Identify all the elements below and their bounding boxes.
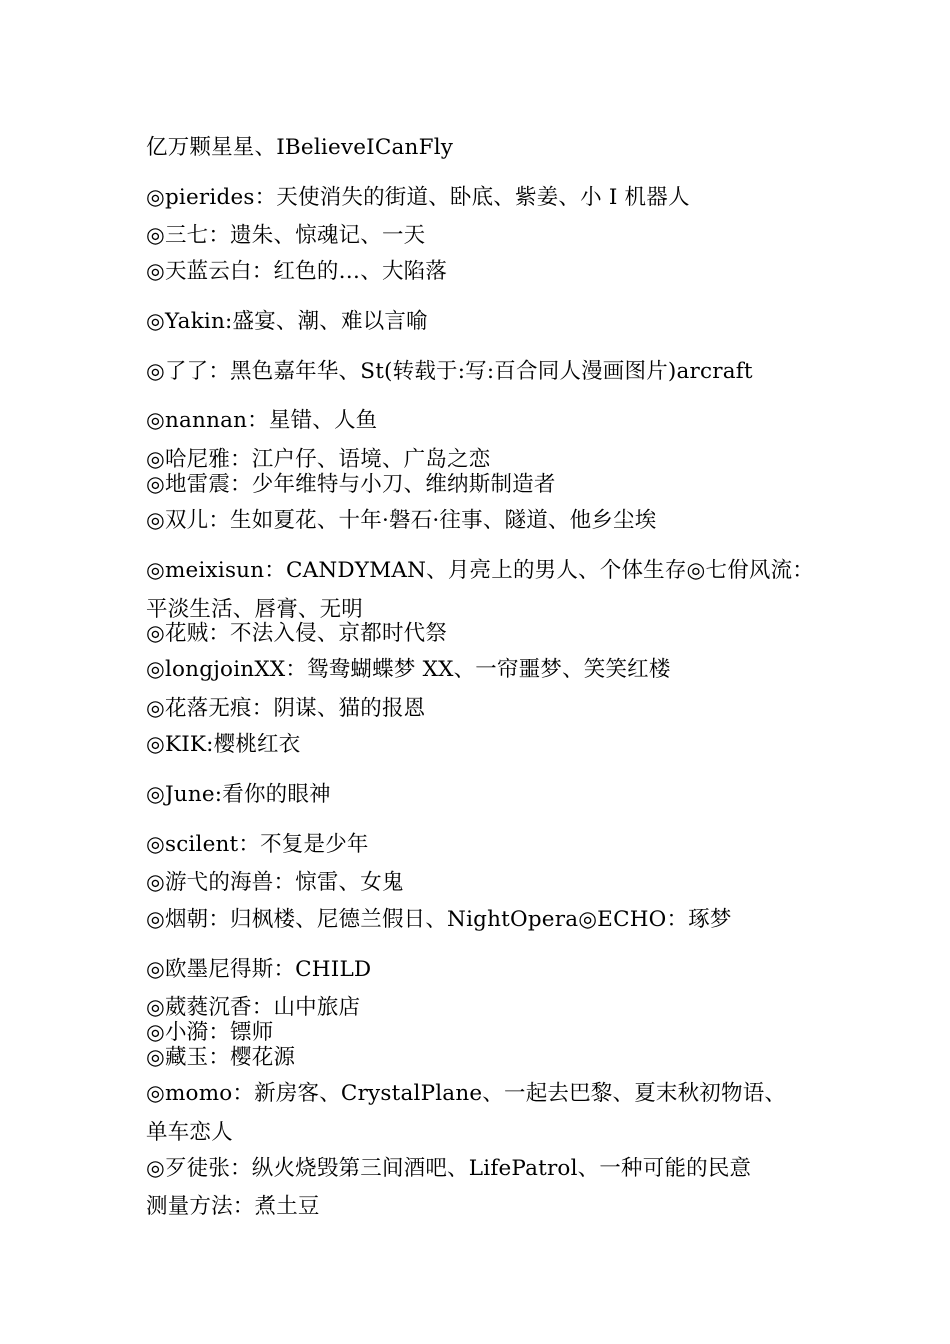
text-line: ◎June:看你的眼神 [146,782,331,807]
text-line: ◎KIK:樱桃红衣 [146,732,301,757]
text-line: ◎欧墨尼得斯：CHILD [146,957,372,982]
text-line: ◎双儿：生如夏花、十年·磐石·往事、隧道、他乡尘埃 [146,508,657,533]
text-line: 测量方法：煮土豆 [146,1194,320,1219]
text-line: ◎Yakin:盛宴、潮、难以言喻 [146,309,428,334]
text-line: 平淡生活、唇膏、无明 [146,597,364,622]
text-line: ◎天蓝云白：红色的…、大陷落 [146,259,448,284]
text-line: ◎meixisun：CANDYMAN、月亮上的男人、个体生存◎七佾风流： [146,558,815,583]
text-line: ◎pierides：天使消失的街道、卧底、紫姜、小 I 机器人 [146,185,690,210]
text-line: ◎哈尼雅：江户仔、语境、广岛之恋 [146,447,491,472]
text-line: ◎游弋的海兽：惊雷、女鬼 [146,870,404,895]
text-line: ◎地雷震：少年维特与小刀、维纳斯制造者 [146,472,556,497]
text-line: ◎三七：遗朱、惊魂记、一天 [146,223,426,248]
text-line: ◎藏玉：樱花源 [146,1045,296,1070]
text-line: 亿万颗星星、IBelieveICanFly [146,135,454,160]
text-line: ◎小漪：镖师 [146,1020,274,1045]
text-line: ◎花贼：不法入侵、京都时代祭 [146,621,448,646]
text-line: ◎花落无痕：阴谋、猫的报恩 [146,696,426,721]
text-line: ◎longjoinXX：鸳鸯蝴蝶梦 XX、一帘噩梦、笑笑红楼 [146,657,671,682]
text-line: 单车恋人 [146,1120,233,1145]
text-line: ◎烟朝：归枫楼、尼德兰假日、NightOpera◎ECHO：琢梦 [146,907,732,932]
text-line: ◎nannan：星错、人鱼 [146,408,378,433]
text-line: ◎葳蕤沉香：山中旅店 [146,995,361,1020]
text-line: ◎了了：黑色嘉年华、St(转载于:写:百合同人漫画图片)arcraft [146,359,753,384]
text-line: ◎歹徒张：纵火烧毁第三间酒吧、LifePatrol、一种可能的民意 [146,1156,752,1181]
text-line: ◎scilent：不复是少年 [146,832,369,857]
text-line: ◎momo：新房客、CrystalPlane、一起去巴黎、夏末秋初物语、 [146,1081,787,1106]
